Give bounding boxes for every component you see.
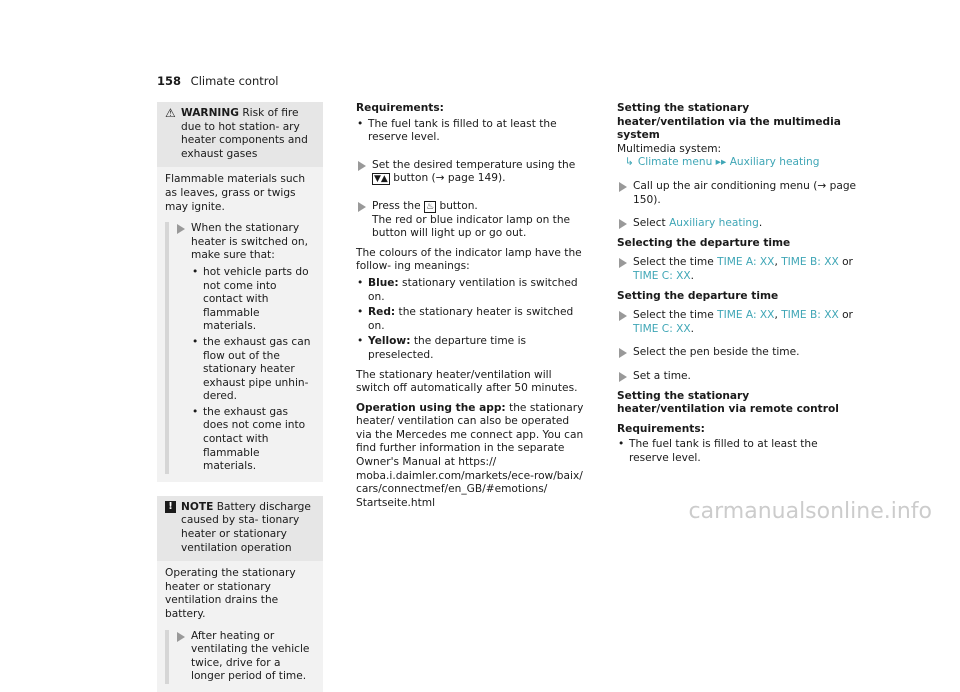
warning-box: [157, 102, 323, 482]
page-header: [157, 75, 278, 89]
step-arrow-icon: [177, 632, 185, 642]
step-arrow-icon: [619, 372, 627, 382]
nav-double-arrow-icon: ▸▸: [715, 156, 730, 169]
step-arrow-icon: [619, 348, 627, 358]
warning-bullets: [191, 266, 315, 474]
requirements-list-2: [617, 438, 857, 465]
note-label: NOTE: [181, 500, 214, 513]
nav-path: [617, 156, 857, 170]
column-right: [617, 102, 857, 465]
heading-selecting-departure: Selecting the departure time: [617, 236, 791, 249]
watermark-text: carmanualsonline.info: [688, 499, 932, 525]
note-title: Battery discharge caused by sta- tionary heater or stationary ventilation operation: [181, 500, 311, 554]
step-select-time-2: Select the time TIME A: XX, TIME B: XX or TIME C: XX.: [617, 309, 857, 336]
requirements-list: [356, 118, 586, 145]
warning-step: When the stationary heater is switched on, make sure that: • hot vehicle parts do not come into contact with flammable materials. • the exhaust gas can flow out of the stationary heater exhaust pipe unhin- dered. • the exhaust gas does not come into contact with flammable materials.: [175, 222, 315, 474]
nav-climate-menu: Climate menu: [637, 156, 713, 169]
step-press-button: Press the ♨ button. The red or blue indicator lamp on the button will light up or go out.: [356, 200, 586, 241]
heater-button-icon: ♨: [426, 201, 435, 212]
step-arrow-icon: [358, 161, 366, 171]
page-number: 158: [157, 74, 182, 88]
step-arrow-icon: [619, 258, 627, 268]
list-item: • The fuel tank is filled to at least the reserve level.: [356, 118, 586, 145]
section-title: Climate control: [190, 74, 279, 88]
nav-auxiliary-heating: Auxiliary heating: [729, 156, 820, 169]
heading-setting-departure: Setting the departure time: [617, 289, 779, 302]
step-arrow-icon: [619, 182, 627, 192]
step-arrow-icon: [619, 219, 627, 229]
requirements-heading: Requirements:: [356, 102, 444, 114]
warning-header: [157, 102, 323, 167]
colour-meanings: [356, 277, 586, 363]
step-arrow-icon: [358, 202, 366, 212]
warning-label: WARNING: [181, 107, 239, 119]
list-item: • Yellow: the departure time is preselected.: [356, 335, 586, 362]
heading-remote-control: Setting the stationary heater/ventilation via remote control: [617, 389, 839, 416]
list-item: • hot vehicle parts do not come into contact with flammable materials.: [191, 266, 315, 334]
note-box: [157, 496, 323, 692]
step-select-pen: Select the pen beside the time.: [617, 346, 857, 360]
step-arrow-icon: [177, 224, 185, 234]
note-body: Operating the stationary heater or stationary ventilation drains the battery.: [165, 567, 296, 620]
step-select-aux: Select Auxiliary heating.: [617, 217, 857, 231]
column-middle: [356, 102, 586, 510]
step-set-temperature: Set the desired temperature using the ▼▲ button (→ page 149).: [356, 159, 586, 186]
multimedia-label: Multimedia system:: [617, 142, 722, 155]
app-paragraph: Operation using the app: the stationary heater/ ventilation can also be operated via the Mercedes me connect app. You can find further information in the separate Owner's Manual at https:// moba.i.daimler.com/markets/ece-row/baix/ cars/connectmef/en_GB/#emotions/ Startseite.html: [356, 401, 584, 509]
warning-triangle-icon: ⚠: [165, 106, 176, 120]
list-item: • the exhaust gas does not come into contact with flammable materials.: [191, 406, 315, 474]
step-set-time: Set a time.: [617, 370, 857, 384]
warning-title: Risk of fire due to hot station- ary heater components and exhaust gases: [181, 107, 308, 160]
list-item: • The fuel tank is filled to at least the reserve level.: [617, 438, 857, 465]
nav-return-icon: ↳: [625, 156, 634, 169]
warning-intro: Flammable materials such as leaves, grass or twigs may ignite.: [165, 173, 306, 213]
note-exclamation-icon: !: [165, 501, 176, 513]
colours-intro: The colours of the indicator lamp have the follow- ing meanings:: [356, 246, 582, 273]
list-item: • Blue: stationary ventilation is switched on.: [356, 277, 586, 304]
note-header: [157, 496, 323, 561]
step-select-time: Select the time TIME A: XX, TIME B: XX or TIME C: XX.: [617, 256, 857, 283]
heading-multimedia: Setting the stationary heater/ventilation via the multimedia system: [617, 102, 841, 142]
requirements-heading-2: Requirements:: [617, 422, 705, 435]
auto-off-text: The stationary heater/ventilation will switch off automatically after 50 minutes.: [356, 368, 578, 395]
step-call-menu: Call up the air conditioning menu (→ page 150).: [617, 180, 857, 207]
temperature-button-icon: ▼▲: [374, 174, 388, 185]
step-arrow-icon: [619, 311, 627, 321]
list-item: • Red: the stationary heater is switched on.: [356, 306, 586, 333]
column-left: [157, 102, 323, 692]
note-step: After heating or ventilating the vehicle twice, drive for a longer period of time.: [175, 630, 315, 684]
list-item: • the exhaust gas can flow out of the stationary heater exhaust pipe unhin- dered.: [191, 336, 315, 404]
